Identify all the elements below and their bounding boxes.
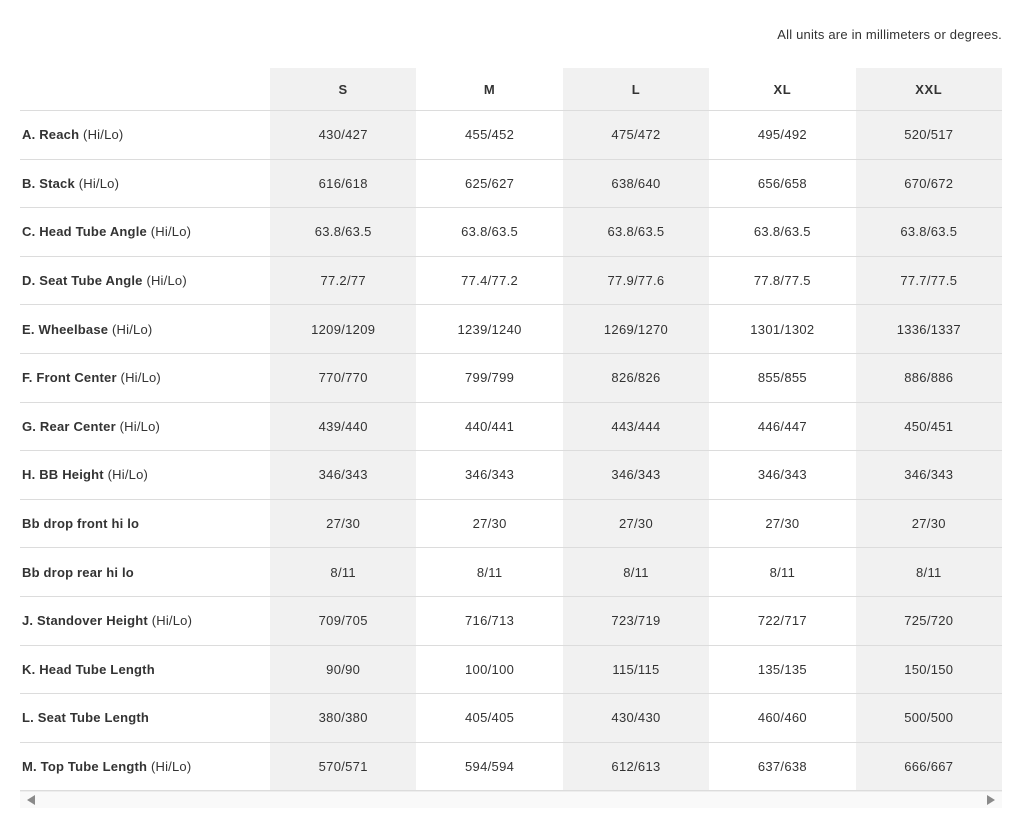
row-label [20, 353, 270, 402]
table-row [20, 548, 1002, 597]
cell-value: 446/447 [757, 418, 807, 434]
cell-value: 63.8/63.5 [753, 224, 811, 240]
cell-value: 1336/1337 [856, 305, 1002, 354]
row-label-text: C. Head Tube Angle [22, 224, 147, 240]
cell-value: 855/855 [757, 370, 807, 386]
row-label-text: A. Reach [22, 127, 80, 143]
table-row [20, 451, 1002, 500]
row-label [20, 111, 270, 160]
row-label-text: L. Seat Tube Length [22, 710, 150, 726]
cell-value: 637/638 [757, 759, 807, 775]
cell-value: 77.4/77.2 [461, 273, 519, 289]
row-label [20, 402, 270, 451]
cell-value: 346/343 [757, 467, 807, 483]
row-label-text: J. Standover Height [22, 613, 148, 629]
cell-value: 475/472 [563, 111, 709, 160]
cell-value: 63.8/63.5 [270, 208, 416, 257]
cell-value: 405/405 [465, 710, 515, 726]
size-column-header: S [270, 68, 416, 111]
row-label-text: K. Head Tube Length [22, 661, 155, 677]
table-row [20, 596, 1002, 645]
cell-value: 886/886 [856, 353, 1002, 402]
cell-value: 77.2/77 [270, 256, 416, 305]
cell-value: 135/135 [757, 661, 807, 677]
cell-value: 612/613 [563, 742, 709, 791]
table-row [20, 742, 1002, 791]
header-row [20, 68, 1002, 111]
row-label [20, 305, 270, 354]
row-label-text: B. Stack [22, 175, 75, 191]
geometry-table [20, 68, 1002, 791]
row-label-suffix: (Hi/Lo) [151, 613, 193, 629]
row-label [20, 159, 270, 208]
row-label-text: E. Wheelbase [22, 321, 109, 337]
size-column-header: XL [773, 81, 792, 97]
size-column-header: M [483, 81, 496, 97]
row-label [20, 645, 270, 694]
row-label-suffix: (Hi/Lo) [150, 224, 192, 240]
cell-value: 709/705 [270, 596, 416, 645]
cell-value: 638/640 [563, 159, 709, 208]
scrollbar-left-arrow-icon[interactable] [27, 795, 35, 805]
row-label-suffix: (Hi/Lo) [78, 175, 120, 191]
cell-value: 346/343 [856, 451, 1002, 500]
row-label-text: G. Rear Center [22, 418, 116, 434]
row-label-text: M. Top Tube Length [22, 759, 148, 775]
cell-value: 616/618 [270, 159, 416, 208]
size-column-header: L [563, 68, 709, 111]
cell-value: 443/444 [563, 402, 709, 451]
cell-value: 27/30 [472, 516, 507, 532]
table-row [20, 256, 1002, 305]
row-label-suffix: (Hi/Lo) [119, 418, 161, 434]
table-row [20, 694, 1002, 743]
cell-value: 1301/1302 [750, 321, 815, 337]
cell-value: 77.8/77.5 [753, 273, 811, 289]
cell-value: 8/11 [476, 564, 503, 580]
cell-value: 520/517 [856, 111, 1002, 160]
size-column-header: XXL [856, 68, 1002, 111]
cell-value: 27/30 [563, 499, 709, 548]
table-row [20, 159, 1002, 208]
cell-value: 8/11 [270, 548, 416, 597]
units-note: All units are in millimeters or degrees. [777, 27, 1002, 42]
row-label [20, 256, 270, 305]
cell-value: 27/30 [765, 516, 800, 532]
cell-value: 440/441 [465, 418, 515, 434]
cell-value: 725/720 [856, 596, 1002, 645]
corner-header-cell [20, 68, 270, 111]
row-label [20, 499, 270, 548]
row-label-text: Bb drop rear hi lo [22, 564, 134, 580]
cell-value: 430/427 [270, 111, 416, 160]
cell-value: 380/380 [270, 694, 416, 743]
cell-value: 346/343 [563, 451, 709, 500]
cell-value: 430/430 [563, 694, 709, 743]
cell-value: 115/115 [563, 645, 709, 694]
cell-value: 90/90 [270, 645, 416, 694]
cell-value: 439/440 [270, 402, 416, 451]
scrollbar-right-arrow-icon[interactable] [987, 795, 995, 805]
cell-value: 799/799 [465, 370, 515, 386]
cell-value: 495/492 [757, 127, 807, 143]
cell-value: 27/30 [270, 499, 416, 548]
cell-value: 770/770 [270, 353, 416, 402]
cell-value: 460/460 [757, 710, 807, 726]
cell-value: 150/150 [856, 645, 1002, 694]
row-label [20, 548, 270, 597]
cell-value: 1239/1240 [457, 321, 522, 337]
cell-value: 594/594 [465, 759, 515, 775]
table-row [20, 111, 1002, 160]
cell-value: 8/11 [769, 564, 796, 580]
row-label-suffix: (Hi/Lo) [150, 759, 192, 775]
row-label-suffix: (Hi/Lo) [120, 370, 161, 386]
row-label-text: F. Front Center [22, 370, 117, 386]
row-label-suffix: (Hi/Lo) [112, 321, 153, 337]
cell-value: 625/627 [465, 175, 515, 191]
cell-value: 63.8/63.5 [563, 208, 709, 257]
cell-value: 722/717 [757, 613, 807, 629]
table-row [20, 402, 1002, 451]
row-label [20, 208, 270, 257]
row-label [20, 694, 270, 743]
table-row [20, 499, 1002, 548]
cell-value: 63.8/63.5 [856, 208, 1002, 257]
cell-value: 100/100 [465, 661, 515, 677]
cell-value: 8/11 [856, 548, 1002, 597]
row-label-text: Bb drop front hi lo [22, 516, 140, 532]
row-label [20, 451, 270, 500]
cell-value: 716/713 [465, 613, 515, 629]
cell-value: 8/11 [563, 548, 709, 597]
row-label [20, 742, 270, 791]
row-label-suffix: (Hi/Lo) [107, 467, 149, 483]
geometry-table-body [20, 111, 1002, 791]
cell-value: 346/343 [465, 467, 515, 483]
horizontal-scrollbar[interactable] [20, 791, 1002, 808]
cell-value: 1269/1270 [563, 305, 709, 354]
row-label-text: D. Seat Tube Angle [22, 273, 143, 289]
row-label-suffix: (Hi/Lo) [83, 127, 124, 143]
table-row [20, 645, 1002, 694]
cell-value: 656/658 [757, 175, 807, 191]
table-row [20, 305, 1002, 354]
cell-value: 27/30 [856, 499, 1002, 548]
cell-value: 346/343 [270, 451, 416, 500]
cell-value: 455/452 [465, 127, 515, 143]
row-label-suffix: (Hi/Lo) [146, 273, 187, 289]
cell-value: 723/719 [563, 596, 709, 645]
cell-value: 77.9/77.6 [563, 256, 709, 305]
table-row [20, 208, 1002, 257]
cell-value: 450/451 [856, 402, 1002, 451]
cell-value: 666/667 [856, 742, 1002, 791]
cell-value: 826/826 [563, 353, 709, 402]
cell-value: 1209/1209 [270, 305, 416, 354]
cell-value: 570/571 [270, 742, 416, 791]
row-label-text: H. BB Height [22, 467, 104, 483]
row-label [20, 596, 270, 645]
cell-value: 77.7/77.5 [856, 256, 1002, 305]
cell-value: 670/672 [856, 159, 1002, 208]
table-row [20, 353, 1002, 402]
cell-value: 63.8/63.5 [461, 224, 519, 240]
cell-value: 500/500 [856, 694, 1002, 743]
